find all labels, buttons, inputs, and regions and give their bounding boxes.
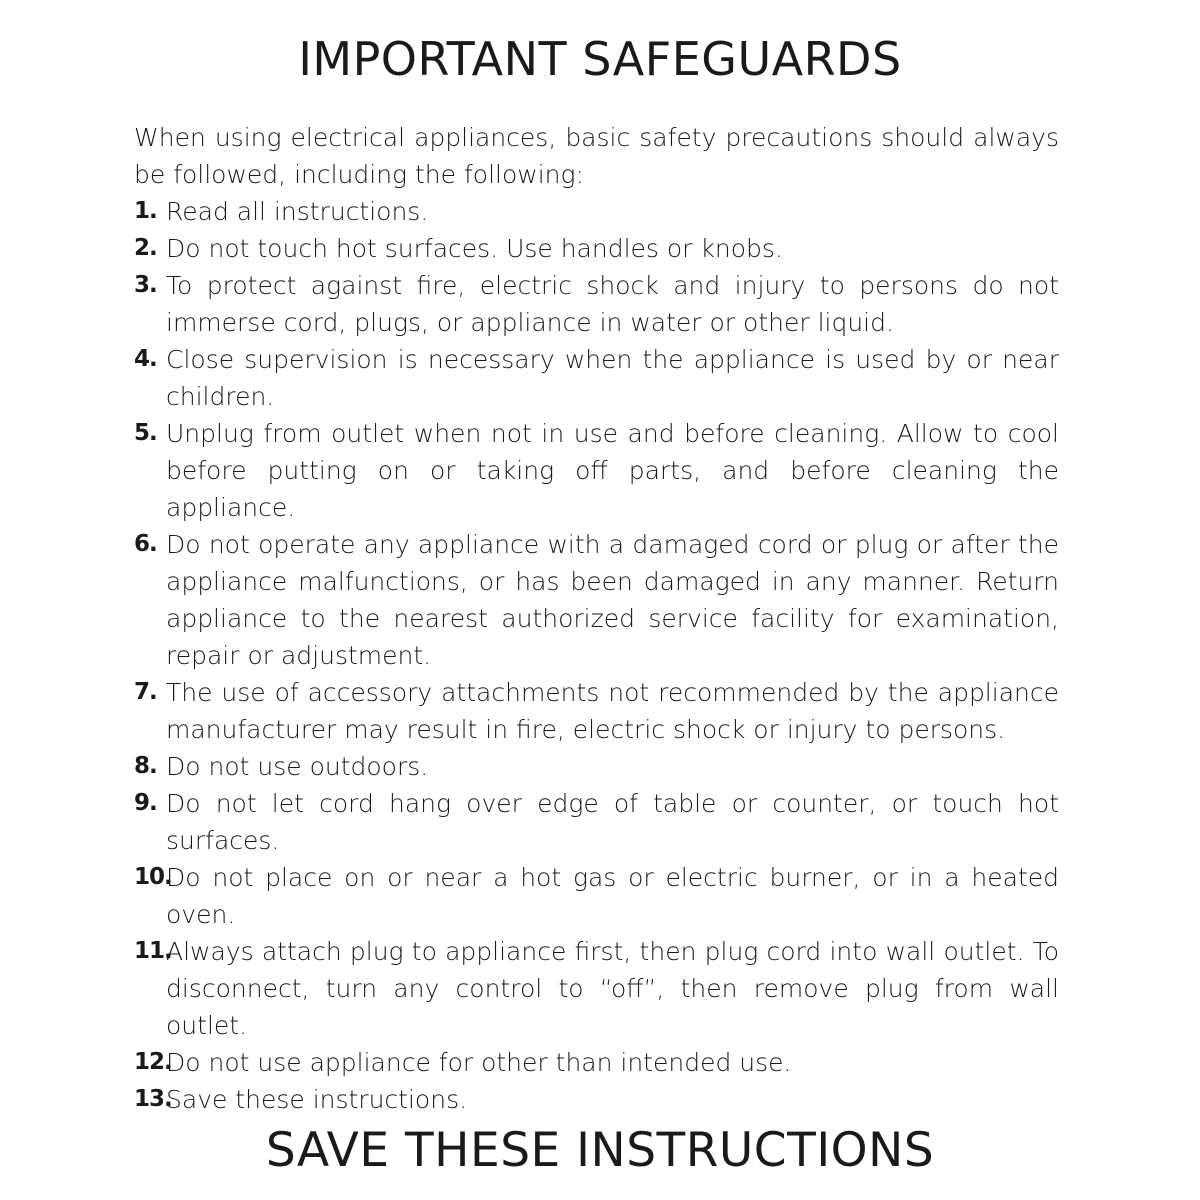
item-text: To protect against fire, electric shock and injury to persons do not immerse cord, plugs, or appliance in water or other liquid. [166, 271, 1059, 337]
list-item [134, 341, 1059, 415]
item-number: 1. [134, 198, 157, 224]
page-title: IMPORTANT SAFEGUARDS [298, 32, 902, 86]
list-item [134, 933, 1059, 1044]
item-number: 4. [134, 346, 157, 372]
item-text: Do not let cord hang over edge of table or counter, or touch hot surfaces. [166, 789, 1059, 855]
item-number: 11. [134, 938, 172, 964]
list-item [134, 674, 1059, 748]
item-text: Close supervision is necessary when the appliance is used by or near children. [166, 345, 1059, 411]
list-item [134, 415, 1059, 526]
item-number: 10. [134, 864, 172, 890]
item-text: Always attach plug to appliance first, then plug cord into wall outlet. To disconnect, turn any control to “off”, then remove plug from wall outlet. [166, 937, 1059, 1040]
safeguards-list [134, 193, 1059, 1118]
item-number: 13. [134, 1086, 172, 1112]
item-text: Do not place on or near a hot gas or electric burner, or in a heated oven. [166, 863, 1059, 929]
list-item [134, 785, 1059, 859]
item-number: 6. [134, 531, 157, 557]
list-item [134, 748, 1059, 785]
list-item [134, 526, 1059, 674]
item-text: Unplug from outlet when not in use and before cleaning. Allow to cool before putting on or taking off parts, and before cleaning the appliance. [166, 419, 1059, 522]
item-text: The use of accessory attachments not recommended by the appliance manufacturer may result in fire, electric shock or injury to persons. [166, 678, 1059, 744]
item-number: 9. [134, 790, 157, 816]
intro-paragraph: When using electrical appliances, basic safety precautions should always be followed, including the following: [134, 123, 1059, 189]
item-number: 5. [134, 420, 157, 446]
list-item [134, 1044, 1059, 1081]
item-number: 7. [134, 679, 157, 705]
item-text: Do not use outdoors. [166, 752, 429, 781]
item-number: 8. [134, 753, 157, 779]
safeguards-content [134, 119, 1059, 1118]
list-item [134, 230, 1059, 267]
item-text: Save these instructions. [166, 1085, 468, 1114]
item-text: Do not use appliance for other than intended use. [166, 1048, 792, 1077]
item-text: Do not touch hot surfaces. Use handles or knobs. [166, 234, 783, 263]
item-number: 12. [134, 1049, 172, 1075]
item-number: 2. [134, 235, 157, 261]
list-item [134, 193, 1059, 230]
item-number: 3. [134, 272, 157, 298]
list-item [134, 859, 1059, 933]
item-text: Do not operate any appliance with a damaged cord or plug or after the appliance malfunctions, or has been damaged in any manner. Return appliance to the nearest authorized service facility for examination, repair or adjustment. [166, 530, 1059, 670]
item-text: Read all instructions. [166, 197, 429, 226]
list-item [134, 267, 1059, 341]
list-item [134, 1081, 1059, 1118]
footer-title: SAVE THESE INSTRUCTIONS [265, 1123, 935, 1178]
